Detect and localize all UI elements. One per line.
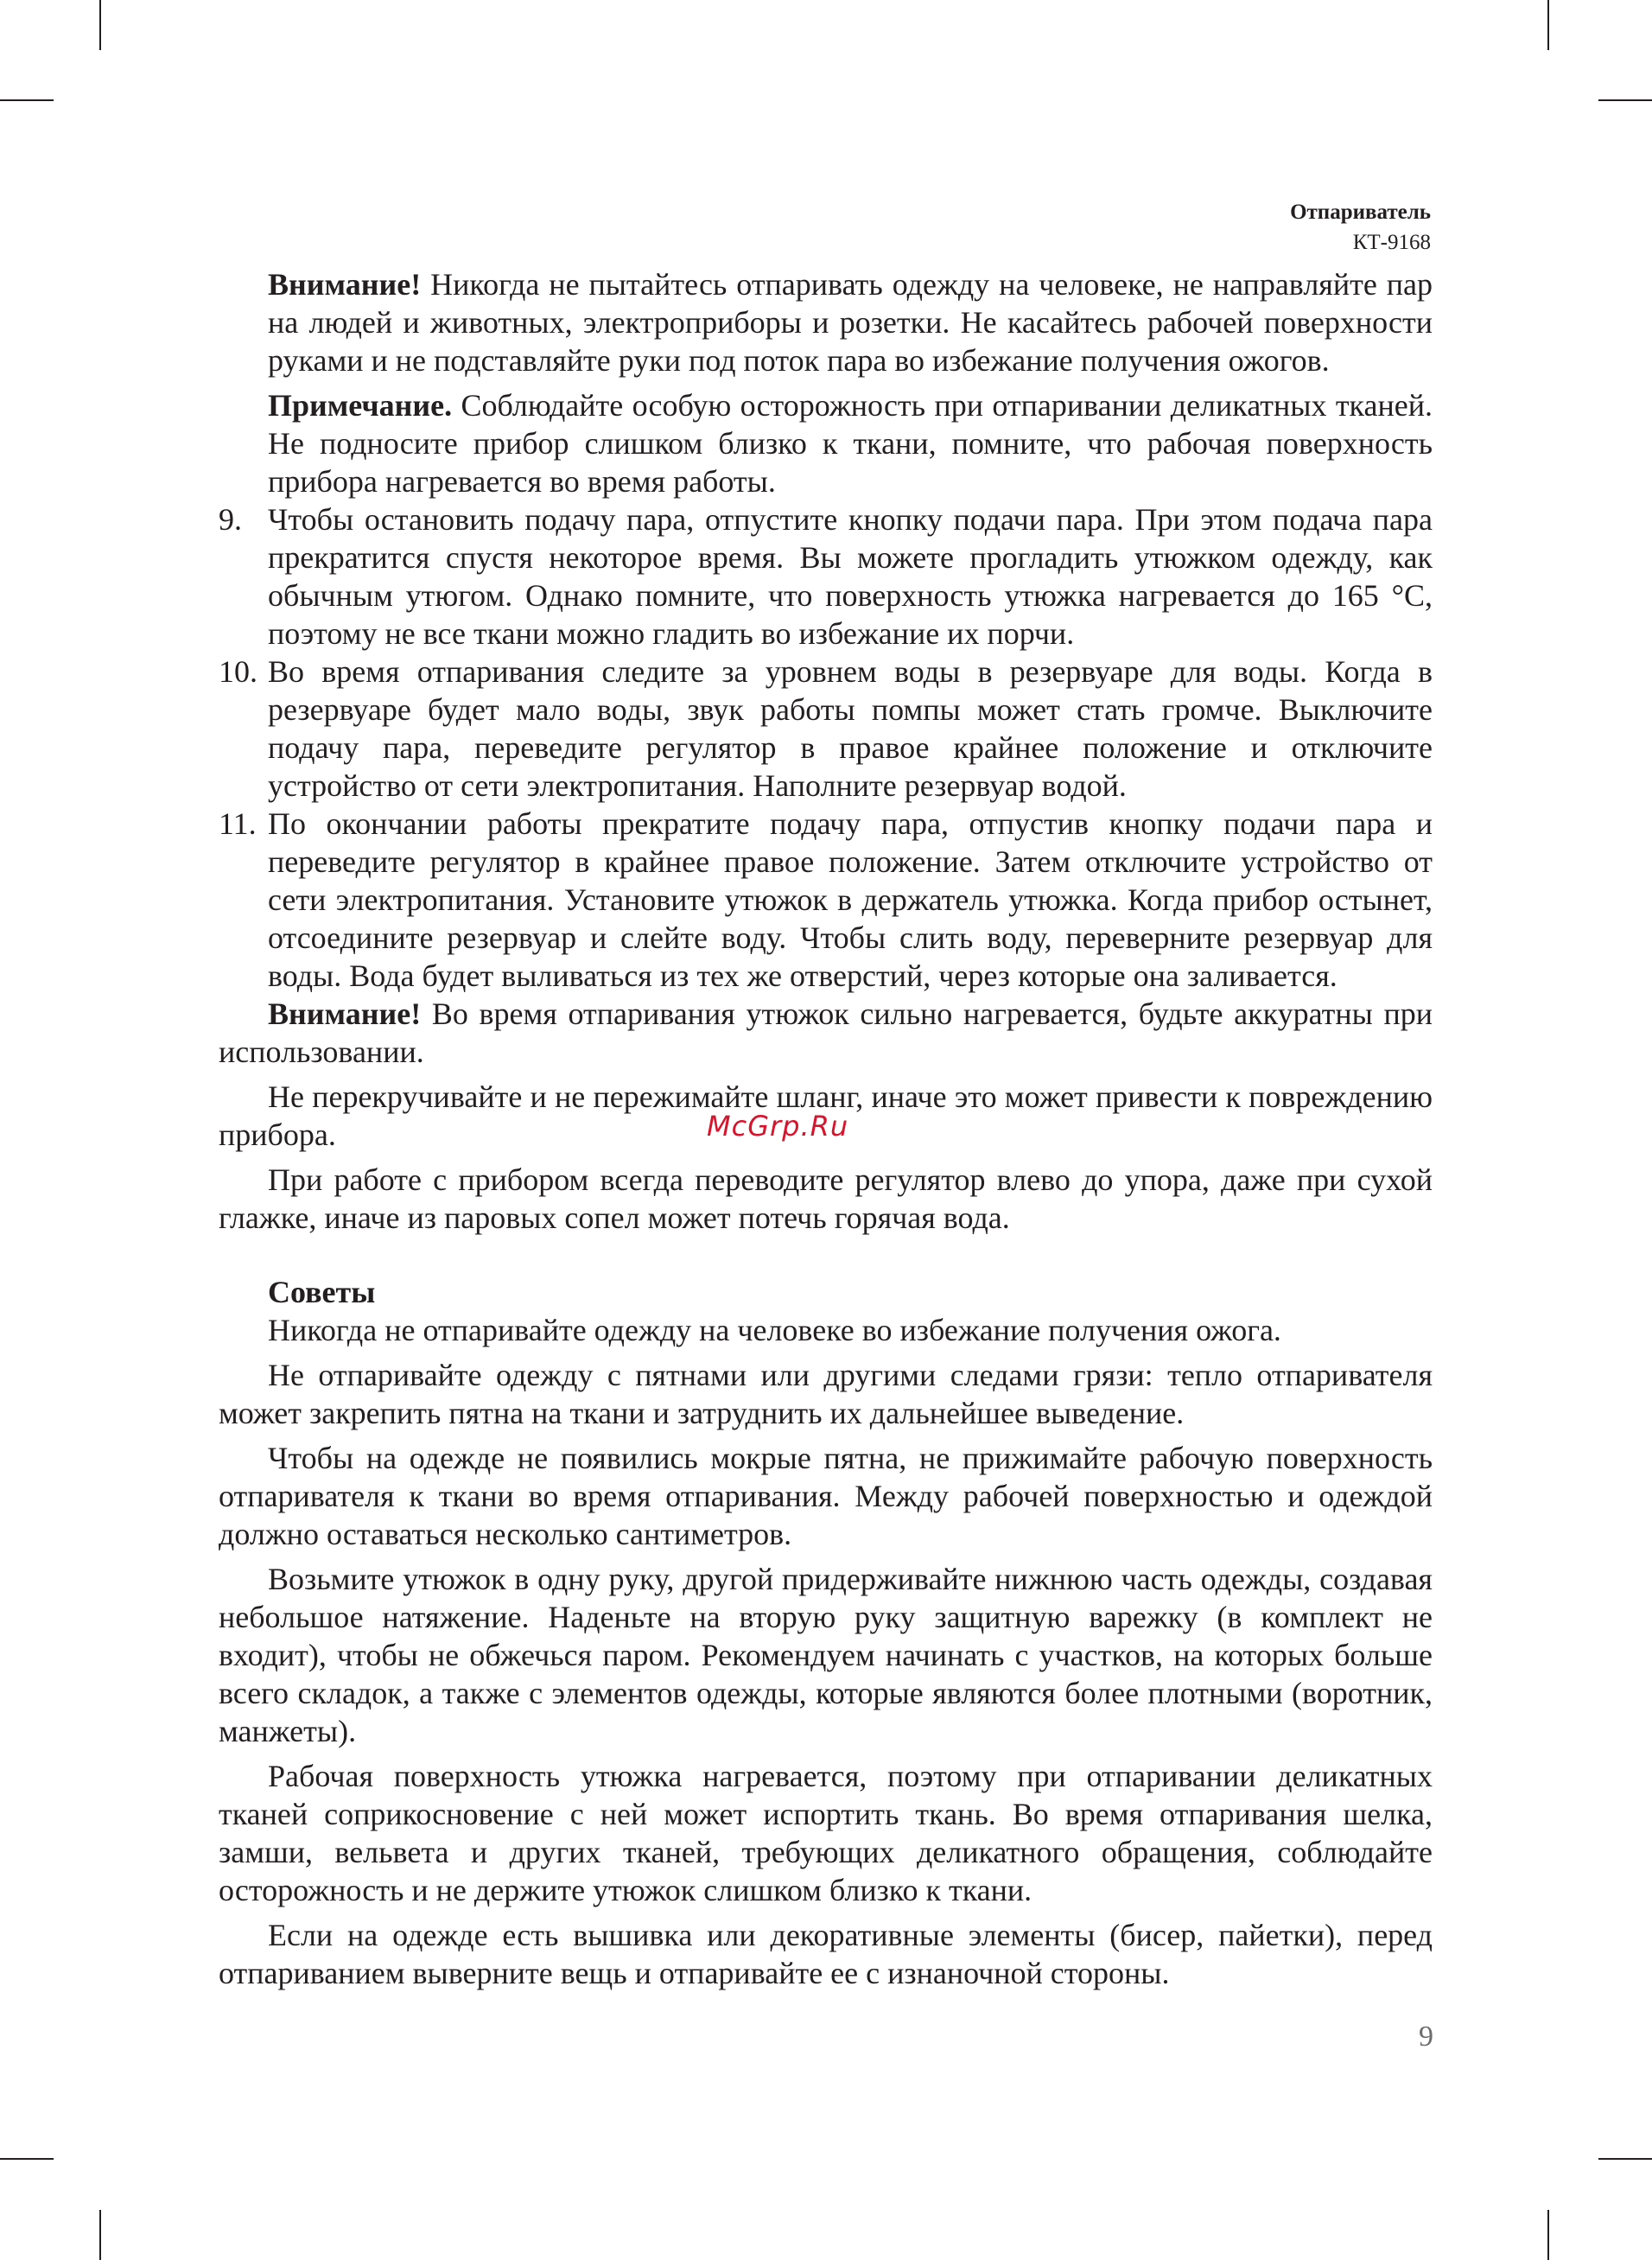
tips-paragraph: Если на одежде есть вышивка или декоративные элементы (бисер, пайетки), перед отпариванием выверните вещь и отпаривайте ее с изнаночной стороны. [219, 1918, 1433, 1990]
tips-paragraph: Не отпаривайте одежду с пятнами или другими следами грязи: тепло отпаривателя может закрепить пятна на ткани и затруднить их дальнейшее выведение. [219, 1358, 1433, 1430]
page-number: 9 [1419, 2021, 1433, 2053]
tips-paragraph: Чтобы на одежде не появились мокрые пятна, не прижимайте рабочую поверхность отпаривателя к ткани во время отпаривания. Между рабочей поверхностью и одеждой должно оставаться несколько сантиметров. [219, 1441, 1433, 1551]
list-item-text: Чтобы остановить подачу пара, отпустите кнопку подачи пара. При этом подача пара прекратится спустя некоторое время. Вы можете прогладить утюжком одежду, как обычным утюгом. Однако помните, что поверхность утюжка нагревается до 165 °С, поэтому не все ткани можно гладить во избежание их порчи. [268, 502, 1433, 651]
running-header [1290, 197, 1431, 258]
list-item [219, 805, 1433, 995]
list-item-text: По окончании работы прекратите подачу пара, отпустив кнопку подачи пара и переведите регулятор в крайнее правое положение. Затем отключите устройство от сети электропитания. Установите утюжок в держатель утюжка. Когда прибор остынет, отсоедините резервуар и слейте воду. Чтобы слить воду, переверните резервуар для воды. Вода будет выливаться из тех же отверстий, через которые она заливается. [268, 806, 1433, 993]
warning-text: Никогда не пытайтесь отпаривать одежду на человеке, не направляйте пар на людей и животных, электроприборы и розетки. Не касайтесь рабочей поверхности руками и не подставляйте руки под поток пара во избежание получения ожогов. [268, 267, 1433, 378]
tips-paragraph: Возьмите утюжок в одну руку, другой придерживайте нижнюю часть одежды, создавая небольшое натяжение. Наденьте на вторую руку защитную варежку (в комплект не входит), чтобы не обжечься паром. Рекомендуем начинать с участков, на которых больше всего складок, а также с элементов одежды, которые являются более плотными (воротник, манжеты). [219, 1562, 1433, 1748]
crop-mark [99, 2210, 101, 2260]
header-model: КТ-9168 [1352, 231, 1431, 254]
tips-paragraph: Никогда не отпаривайте одежду на человеке во избежание получения ожога. [268, 1313, 1281, 1347]
list-item-number: 10. [219, 654, 257, 689]
watermark: McGrp.Ru [707, 1110, 849, 1143]
regulator-paragraph: При работе с прибором всегда переводите регулятор влево до упора, даже при сухой глажке, иначе из паровых сопел может потечь горячая вода. [219, 1162, 1433, 1235]
warning-label: Внимание! [268, 996, 422, 1031]
note-text: Соблюдайте особую осторожность при отпаривании деликатных тканей. Не подносите прибор слишком близко к ткани, помните, что рабочая поверхность прибора нагревается во время работы. [268, 388, 1433, 499]
tips-heading: Советы [268, 1275, 376, 1309]
crop-mark [99, 0, 101, 50]
list-item-text: Во время отпаривания следите за уровнем воды в резервуаре для воды. Когда в резервуаре будет мало воды, звук работы помпы может стать громче. Выключите подачу пара, переведите регулятор в правое крайнее положение и отключите устройство от сети электропитания. Наполните резервуар водой. [268, 654, 1433, 803]
list-item-number: 9. [219, 502, 242, 537]
tips-paragraph: Рабочая поверхность утюжка нагревается, поэтому при отпаривании деликатных тканей соприкосновение с ней может испортить ткань. Во время отпаривания шелка, замши, вельвета и других тканей, требующих деликатного обращения, соблюдайте осторожность и не держите утюжок слишком близко к ткани. [219, 1759, 1433, 1907]
crop-mark [1598, 2158, 1652, 2160]
crop-mark [0, 99, 54, 101]
crop-mark [1547, 0, 1549, 50]
warning-paragraph [219, 265, 1433, 379]
warning-paragraph [219, 995, 1433, 1071]
warning-label: Внимание! [268, 267, 422, 302]
crop-mark [1547, 2210, 1549, 2260]
list-item [219, 500, 1433, 653]
list-item [219, 653, 1433, 805]
note-paragraph [219, 386, 1433, 500]
header-title: Отпариватель [1290, 201, 1431, 224]
warning-text: Во время отпаривания утюжок сильно нагревается, будьте аккуратны при использовании. [219, 996, 1433, 1069]
crop-mark [1598, 99, 1652, 101]
crop-mark [0, 2158, 54, 2160]
hose-paragraph: Не перекручивайте и не пережимайте шланг, иначе это может привести к повреждению прибора. [219, 1079, 1433, 1152]
list-item-number: 11. [219, 806, 257, 841]
note-label: Примечание. [268, 388, 453, 423]
